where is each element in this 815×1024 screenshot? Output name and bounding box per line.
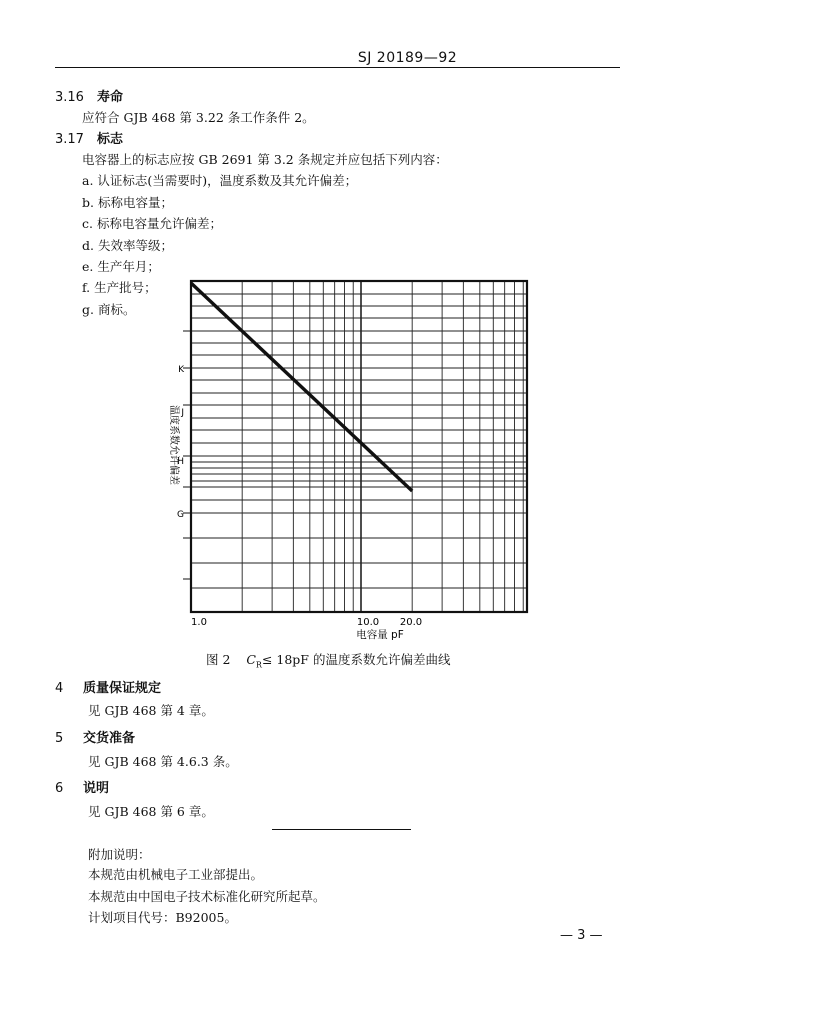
x-tick-label-1: 1.0 — [191, 617, 207, 628]
appendix-line-3: 计划项目代号：B92005。 — [88, 910, 237, 925]
y-tick-label-k: K — [178, 365, 184, 375]
figure-label: 图 2 — [206, 652, 231, 667]
chart-y-ticks — [183, 331, 191, 579]
section-number: 5 — [55, 731, 64, 746]
list-item-e: e. 生产年月； — [82, 259, 160, 274]
list-item-f: f. 生产批号； — [82, 280, 157, 295]
list-item-g: g. 商标。 — [82, 302, 136, 317]
tolerance-chart — [150, 270, 550, 650]
list-item-a: a. 认证标志(当需要时)，温度系数及其允许偏差； — [82, 173, 358, 188]
section-title: 标志 — [97, 132, 124, 147]
appendix-line-2: 本规范由中国电子技术标准化研究所起草。 — [88, 889, 326, 904]
section-3-16-heading — [55, 86, 123, 105]
section-number: 3.16 — [55, 90, 84, 105]
section-6-body: 见 GJB 468 第 6 章。 — [88, 804, 214, 819]
appendix-line-1: 本规范由机械电子工业部提出。 — [88, 867, 264, 882]
list-item-b: b. 标称电容量； — [82, 195, 173, 210]
section-title: 交货准备 — [83, 731, 136, 746]
appendix-heading: 附加说明： — [88, 847, 151, 862]
y-tick-label-j: J — [181, 408, 184, 418]
x-tick-label-20: 20.0 — [399, 617, 423, 628]
section-4-heading — [55, 677, 161, 696]
y-axis-label: 温度系数允许偏差 — [168, 405, 179, 485]
chart-series-line — [191, 283, 412, 491]
header-rule — [55, 67, 620, 68]
x-axis-label: 电容量 pF — [356, 629, 404, 641]
y-tick-label-g: G — [177, 510, 184, 520]
list-item-d: d. 失效率等级； — [82, 238, 173, 253]
section-3-16-body: 应符合 GJB 468 第 3.22 条工作条件 2。 — [82, 110, 315, 125]
x-tick-label-10: 10.0 — [356, 617, 380, 628]
section-title: 寿命 — [97, 90, 124, 105]
section-4-body: 见 GJB 468 第 4 章。 — [88, 703, 214, 718]
page-number: — 3 — — [560, 928, 603, 943]
caption-symbol: C — [246, 652, 256, 667]
section-3-17-heading — [55, 128, 123, 147]
figure-caption-text: ≤ 18pF 的温度系数允许偏差曲线 — [261, 652, 451, 667]
section-title: 质量保证规定 — [83, 681, 162, 696]
section-3-17-body: 电容器上的标志应按 GB 2691 第 3.2 条规定并应包括下列内容： — [82, 152, 448, 167]
list-item-c: c. 标称电容量允许偏差； — [82, 216, 222, 231]
figure-caption — [206, 650, 450, 670]
appendix-separator — [272, 829, 411, 830]
section-5-body: 见 GJB 468 第 4.6.3 条。 — [88, 754, 238, 769]
section-number: 6 — [55, 781, 64, 796]
section-6-heading — [55, 777, 109, 796]
section-title: 说明 — [83, 781, 110, 796]
caption-subscript: R — [255, 660, 262, 670]
section-number: 3.17 — [55, 132, 84, 147]
document-code: SJ 20189—92 — [357, 50, 458, 66]
section-5-heading — [55, 727, 135, 746]
y-tick-label-h: H — [177, 457, 184, 467]
section-number: 4 — [55, 681, 64, 696]
